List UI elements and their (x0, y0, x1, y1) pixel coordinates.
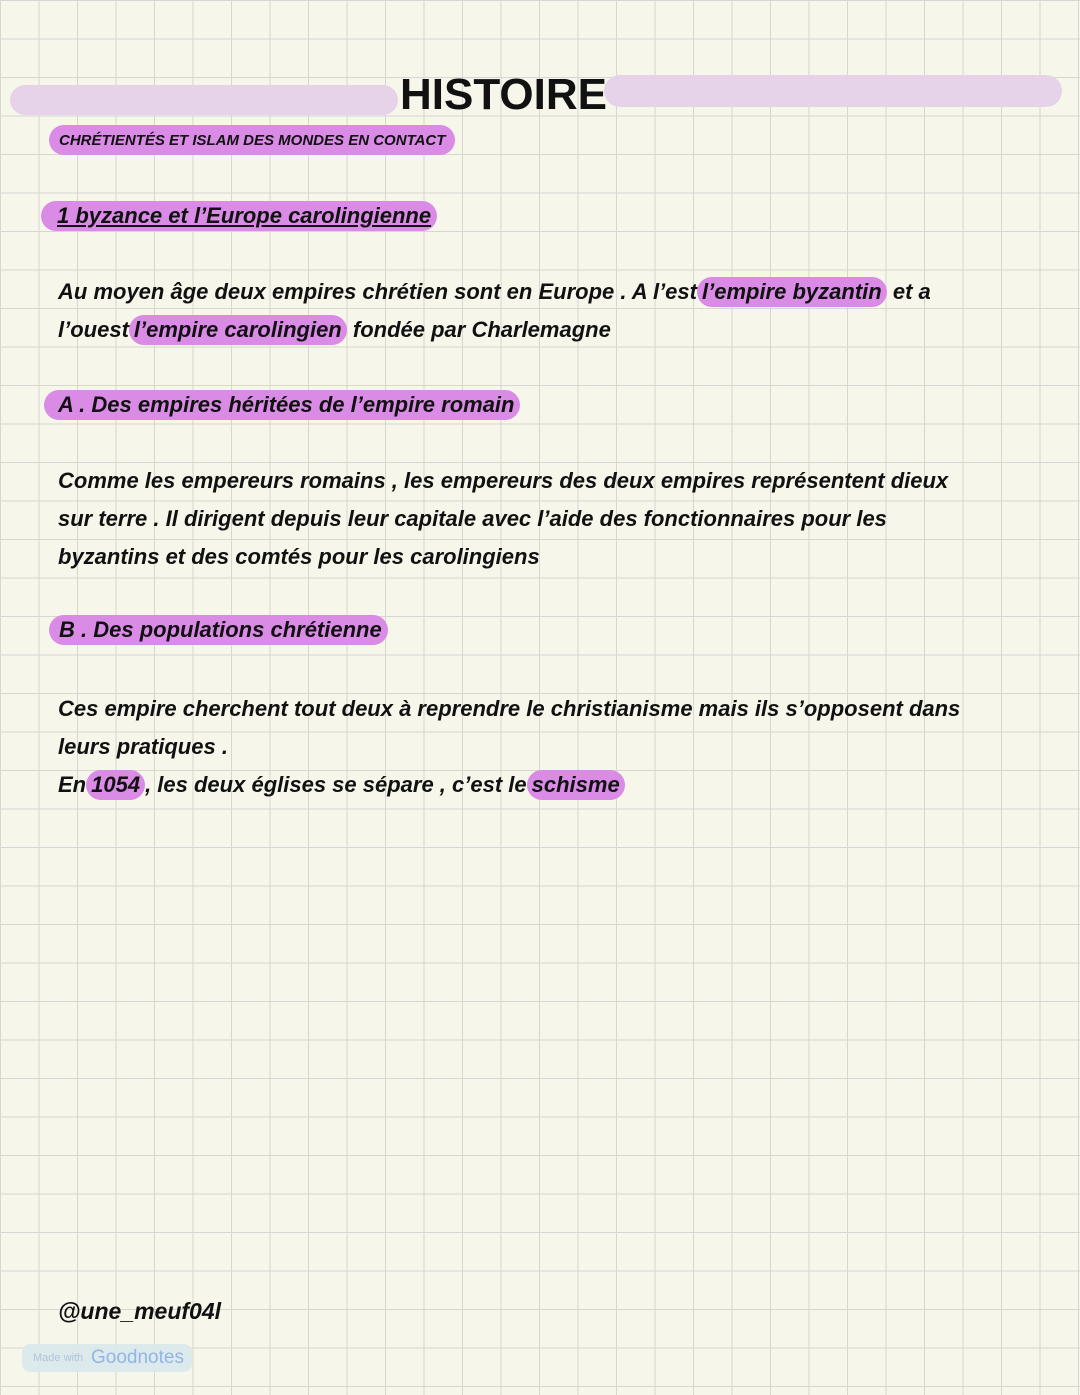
section-1-heading (41, 201, 437, 231)
text-run: Au moyen âge deux empires chrétien sont en Europe . A l’est (58, 279, 697, 304)
section-a-paragraph (58, 462, 1033, 576)
author-handle: @une_meuf04l (58, 1298, 222, 1324)
page-title: HISTOIRE (400, 70, 608, 119)
highlight-schisme: schisme (527, 770, 625, 800)
goodnotes-logo: Goodnotes (91, 1347, 184, 1368)
text-run: , les deux églises se sépare , c’est le (145, 772, 527, 797)
highlight-empire-carolingien: l’empire carolingien (129, 315, 347, 345)
text-run: fondée par Charlemagne (352, 317, 611, 342)
chapter-subtitle: CHRÉTIENTÉS ET ISLAM DES MONDES EN CONTACT (49, 125, 455, 155)
title-decoration-left (10, 85, 398, 115)
section-b-heading: B . Des populations chrétienne (49, 615, 388, 645)
text-run: et a (892, 279, 931, 304)
highlight-empire-byzantin: l’empire byzantin (697, 277, 887, 307)
title-decoration-right (604, 75, 1062, 107)
section-a-line-1: Comme les empereurs romains , les empereurs des deux empires représentent dieux (58, 468, 949, 493)
section-1-paragraph (58, 273, 1033, 349)
text-run: En (58, 772, 87, 797)
text-run: l’ouest (58, 317, 129, 342)
section-a-line-3: byzantins et des comtés pour les carolingiens (58, 544, 540, 569)
highlight-1054: 1054 (86, 770, 145, 800)
section-a-heading: A . Des empires héritées de l’empire romain (44, 390, 520, 420)
section-1-line-2 (58, 311, 1033, 349)
section-1-line-1 (58, 273, 1033, 311)
section-b-paragraph (58, 690, 1033, 804)
section-b-line-1: Ces empire cherchent tout deux à reprendre le christianisme mais ils s’opposent dans (58, 696, 961, 721)
goodnotes-badge (22, 1344, 192, 1372)
section-1-heading-text: 1 byzance et l’Europe carolingienne (57, 203, 432, 228)
section-a-line-2: sur terre . Il dirigent depuis leur capitale avec l’aide des fonctionnaires pour les (58, 506, 887, 531)
section-b-line-2: leurs pratiques . (58, 734, 228, 759)
section-b-line-3 (58, 766, 1033, 804)
badge-made-with: Made with (33, 1352, 84, 1364)
